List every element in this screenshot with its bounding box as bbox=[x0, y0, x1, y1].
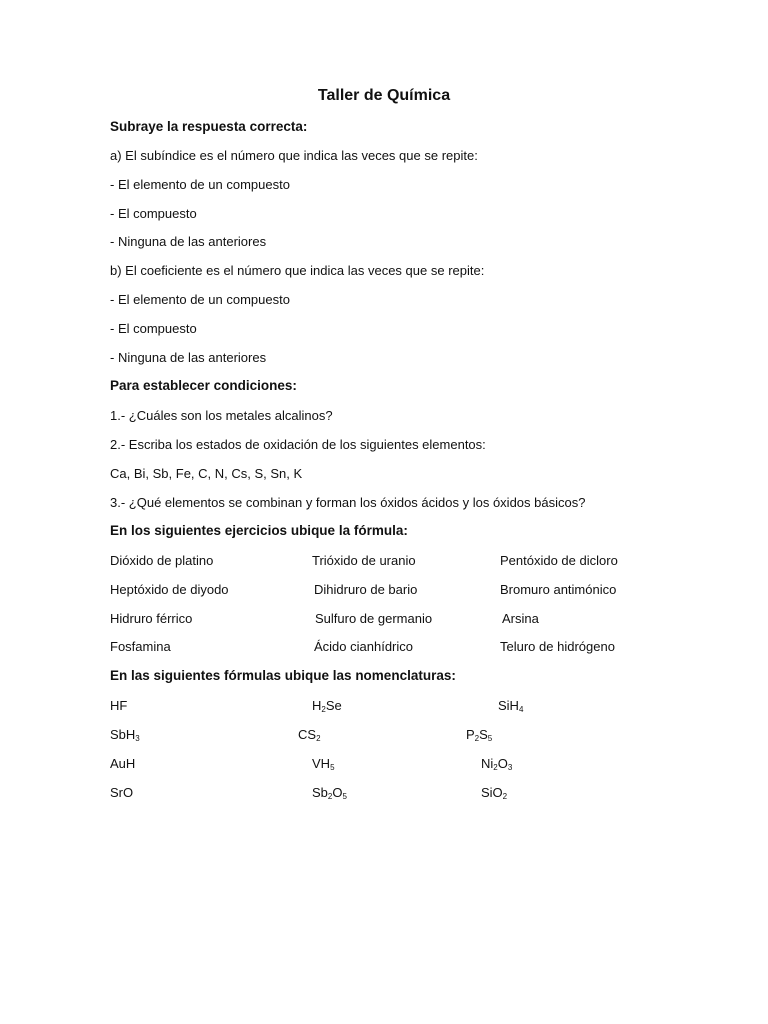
compound-name: Dihidruro de bario bbox=[314, 582, 418, 597]
compound-name: Heptóxido de diyodo bbox=[110, 582, 229, 597]
compound-name: Bromuro antimónico bbox=[500, 582, 617, 597]
compound-name: Pentóxido de dicloro bbox=[500, 553, 618, 568]
formula-subscript: 2 bbox=[474, 734, 480, 743]
section-heading-formula: En los siguientes ejercicios ubique la fórmula: bbox=[110, 523, 408, 538]
question-b: b) El coeficiente es el número que indica las veces que se repite: bbox=[110, 263, 485, 278]
chemical-formula: $Ni_2O_3$ bbox=[481, 756, 513, 772]
chemical-formula: $Sb_2O_5$ bbox=[312, 785, 347, 801]
chemical-formula: SiH$_4$ bbox=[498, 698, 524, 714]
chemical-formula: $P_2S_5$ bbox=[466, 727, 493, 743]
formula-subscript: 3 bbox=[135, 734, 140, 743]
section-heading-conditions: Para establecer condiciones: bbox=[110, 378, 297, 393]
compound-name: Ácido cianhídrico bbox=[314, 639, 413, 654]
formula-subscript: 5 bbox=[342, 792, 347, 801]
chemical-formula: $H_2Se$ bbox=[312, 698, 342, 714]
elements-list: Ca, Bi, Sb, Fe, C, N, Cs, S, Sn, K bbox=[110, 466, 303, 481]
chemical-formula: SiO$_2$ bbox=[481, 785, 508, 801]
formula-subscript: 2 bbox=[502, 792, 508, 801]
compound-name: Hidruro férrico bbox=[110, 611, 193, 626]
question-1: 1.- ¿Cuáles son los metales alcalinos? bbox=[110, 408, 333, 423]
formula-subscript: 5 bbox=[330, 763, 335, 772]
chemical-formula: $VH_5$ bbox=[312, 756, 335, 772]
chemical-formula: SbH$_3$ bbox=[110, 727, 140, 743]
question-a: a) El subíndice es el número que indica las veces que se repite: bbox=[110, 148, 478, 163]
chemical-formula: SrO bbox=[110, 785, 134, 800]
formula-subscript: 2 bbox=[316, 734, 321, 743]
section-heading-underline: Subraye la respuesta correcta: bbox=[110, 119, 308, 134]
chemical-formula: HF bbox=[110, 698, 128, 713]
formula-subscript: 2 bbox=[321, 705, 326, 714]
question-2: 2.- Escriba los estados de oxidación de los siguientes elementos: bbox=[110, 437, 486, 452]
compound-name: Dióxido de platino bbox=[110, 553, 214, 568]
compound-name: Fosfamina bbox=[110, 639, 171, 654]
compound-name: Arsina bbox=[502, 611, 539, 626]
question-3: 3.- ¿Qué elementos se combinan y forman los óxidos ácidos y los óxidos básicos? bbox=[110, 495, 586, 510]
formula-subscript: 3 bbox=[507, 763, 513, 772]
compound-name: Teluro de hidrógeno bbox=[500, 639, 615, 654]
formula-subscript: 2 bbox=[327, 792, 333, 801]
option-b-3: - Ninguna de las anteriores bbox=[110, 350, 267, 365]
section-heading-nomenclature: En las siguientes fórmulas ubique las nomenclaturas: bbox=[110, 668, 456, 683]
chemical-formula: $CS_2$ bbox=[298, 727, 321, 743]
formula-subscript: 4 bbox=[518, 705, 524, 714]
compound-name: Trióxido de uranio bbox=[312, 553, 416, 568]
option-a-2: - El compuesto bbox=[110, 206, 197, 221]
chemical-formula: AuH bbox=[110, 756, 136, 771]
option-a-1: - El elemento de un compuesto bbox=[110, 177, 290, 192]
compound-name: Sulfuro de germanio bbox=[315, 611, 433, 626]
formula-subscript: 2 bbox=[493, 763, 498, 772]
page-title: Taller de Química bbox=[317, 87, 451, 104]
formula-subscript: 5 bbox=[487, 734, 493, 743]
option-b-1: - El elemento de un compuesto bbox=[110, 292, 290, 307]
option-b-2: - El compuesto bbox=[110, 321, 197, 336]
option-a-3: - Ninguna de las anteriores bbox=[110, 234, 267, 249]
